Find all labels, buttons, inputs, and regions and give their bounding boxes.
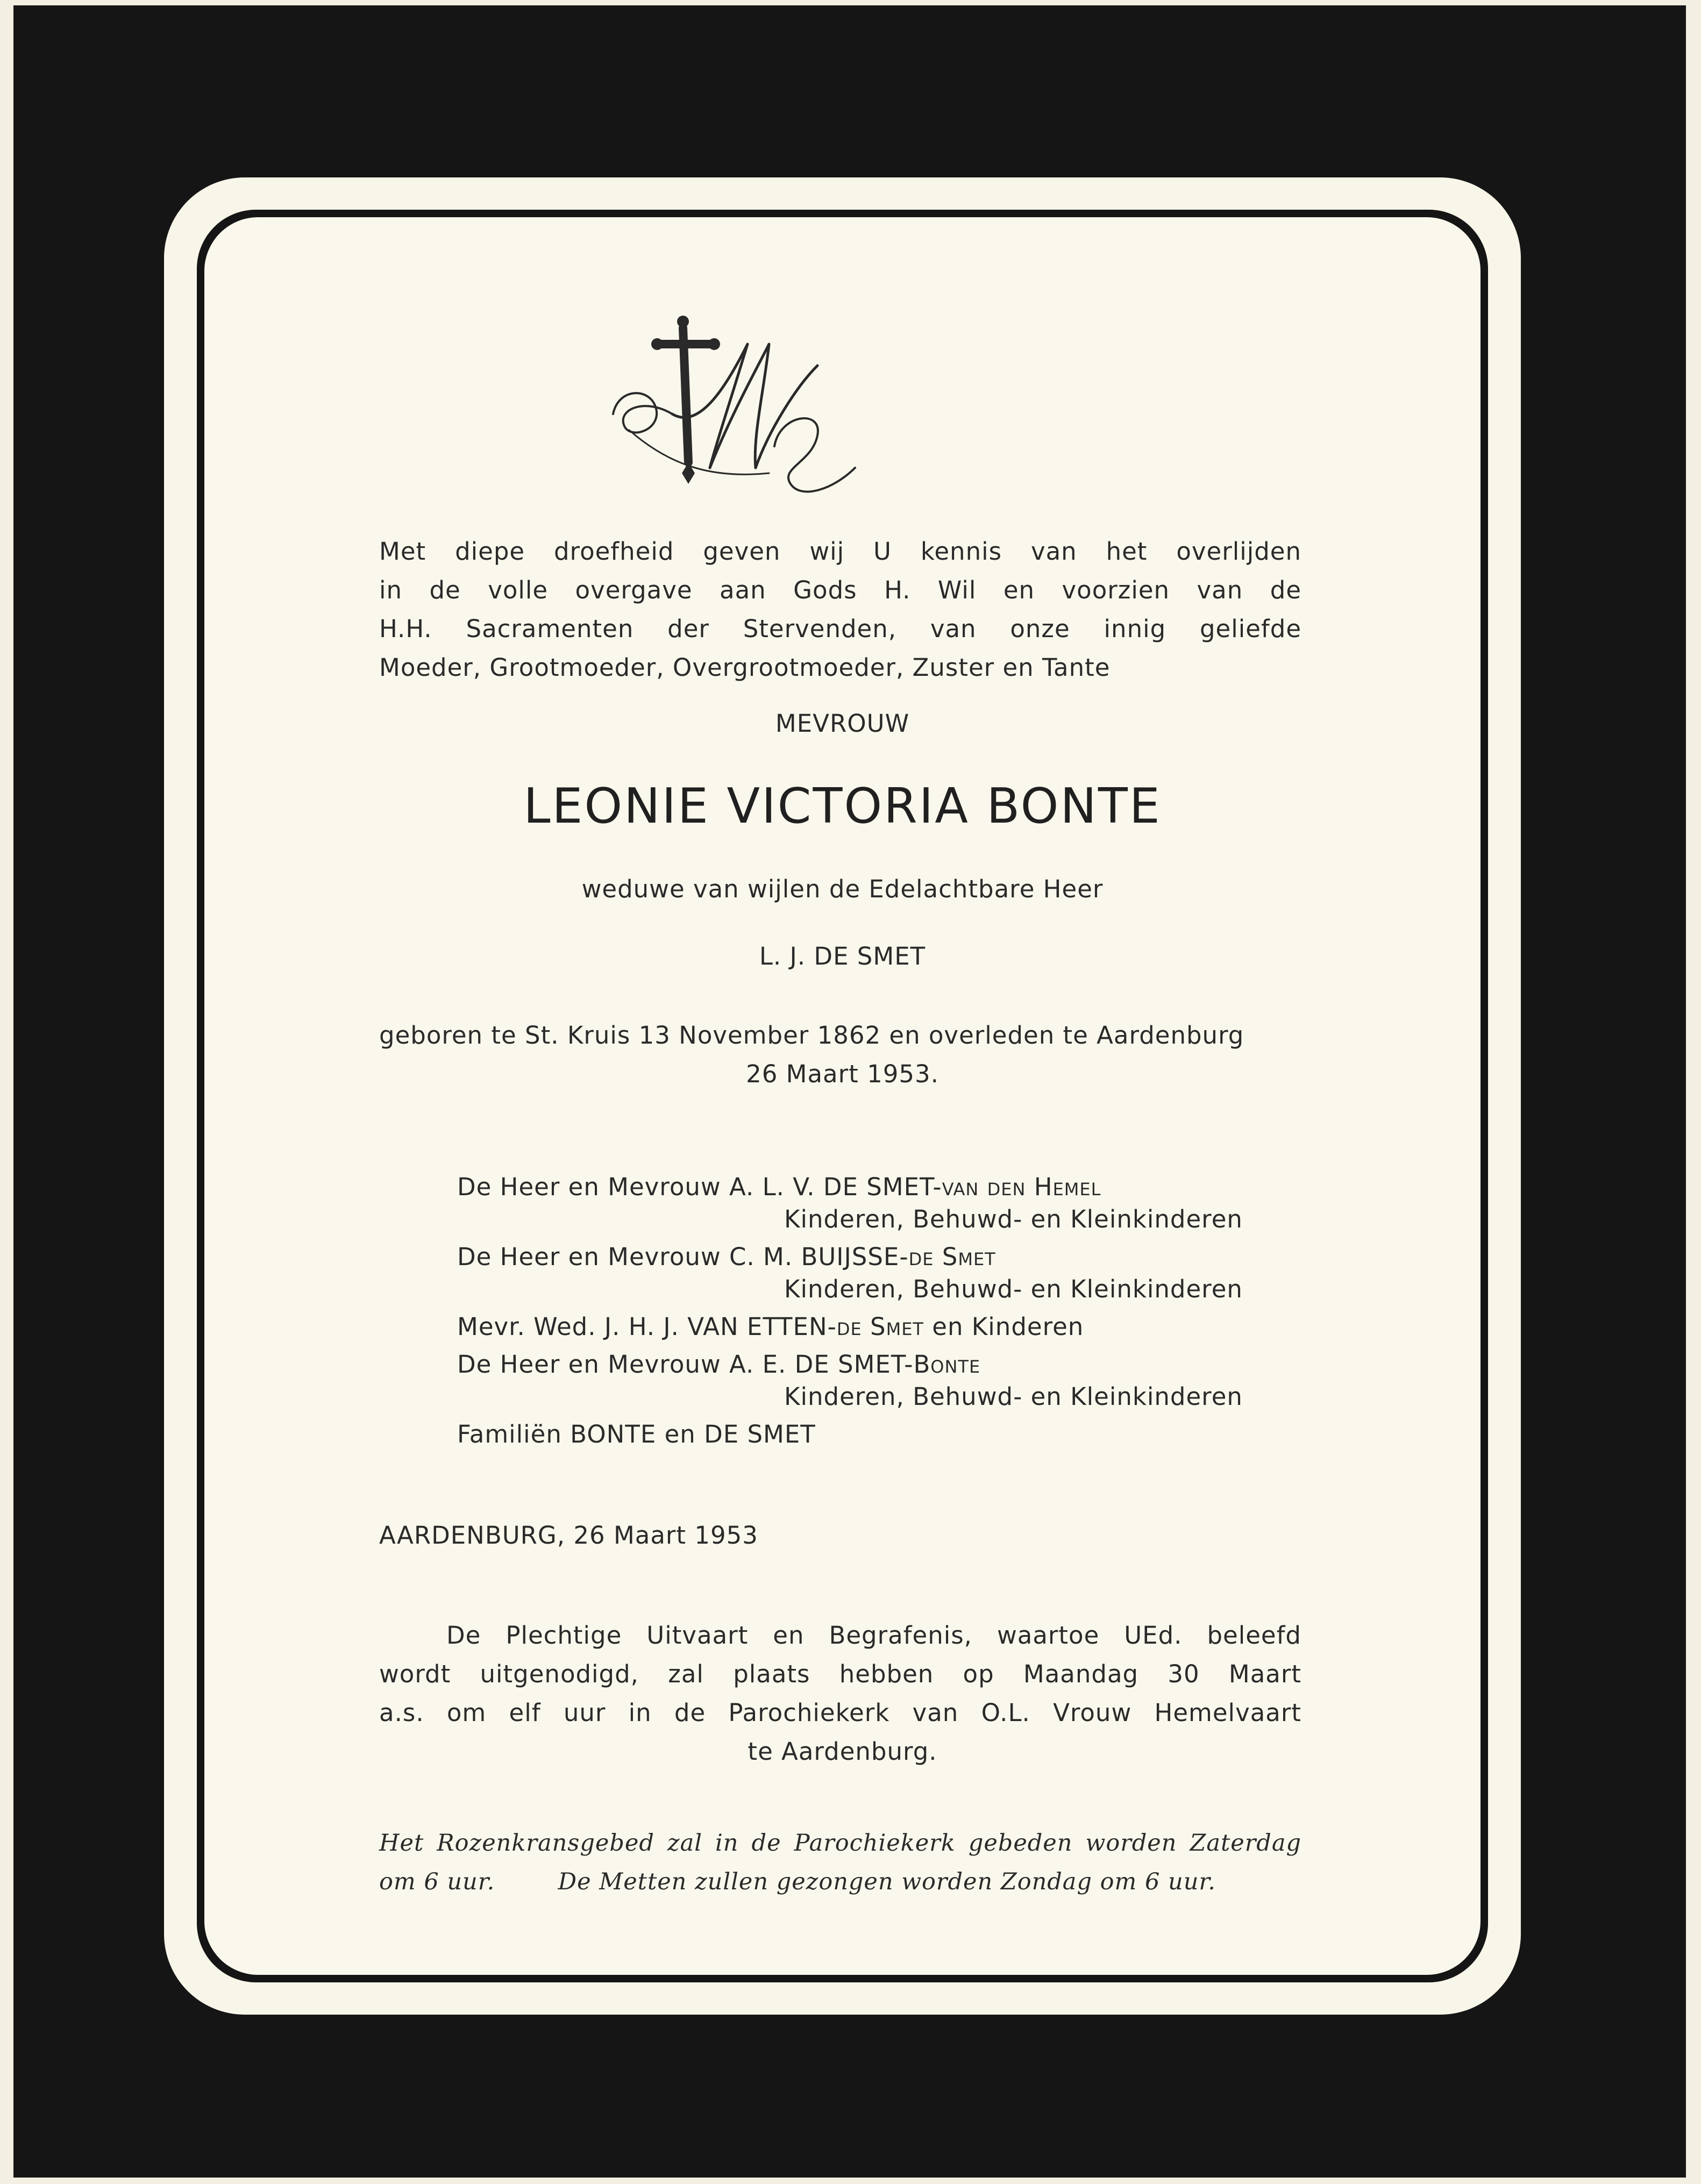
intro-line-1: Met diepe droefheid geven wij U kennis van het overlijden bbox=[379, 537, 1301, 566]
family-entry-2-descendants: Kinderen, Behuwd- en Kleinkinderen bbox=[784, 1275, 1243, 1303]
family-entry-1-tail: van den Hemel bbox=[942, 1173, 1101, 1201]
intro-line-3: H.H. Sacramenten der Stervenden, van onze innig geliefde bbox=[379, 615, 1301, 643]
rosary-line-1: Het Rozenkransgebed zal in de Parochiekerk gebeden worden Zaterdag bbox=[379, 1830, 1301, 1857]
family-entry-3-lead: Mevr. Wed. J. H. J. VAN ETTEN- bbox=[457, 1312, 837, 1341]
title-mevrouw: MEVROUW bbox=[775, 709, 910, 738]
family-entry-4-lead: De Heer en Mevrouw A. E. DE SMET- bbox=[457, 1350, 914, 1379]
family-entry-4-tail: Bonte bbox=[913, 1350, 981, 1379]
rosary-line-2: om 6 uur. De Metten zullen gezongen worden Zondag om 6 uur. bbox=[379, 1868, 1216, 1895]
funeral-line-1: De Plechtige Uitvaart en Begrafenis, waartoe UEd. beleefd bbox=[446, 1621, 1301, 1650]
family-entry-1-descendants: Kinderen, Behuwd- en Kleinkinderen bbox=[784, 1205, 1243, 1233]
family-entry-1-lead: De Heer en Mevrouw A. L. V. DE SMET- bbox=[457, 1173, 942, 1201]
birth-death-line-2: 26 Maart 1953. bbox=[746, 1060, 939, 1088]
birth-death-line-1: geboren te St. Kruis 13 November 1862 en overleden te Aardenburg bbox=[379, 1021, 1244, 1050]
family-entry-3 bbox=[457, 1308, 1084, 1346]
intro-line-4: Moeder, Grootmoeder, Overgrootmoeder, Zuster en Tante bbox=[379, 653, 1111, 682]
widow-line: weduwe van wijlen de Edelachtbare Heer bbox=[581, 875, 1104, 903]
family-entry-4-descendants: Kinderen, Behuwd- en Kleinkinderen bbox=[784, 1382, 1243, 1411]
family-entry-3-tail: de Smet bbox=[836, 1312, 924, 1341]
family-entry-3-after: en Kinderen bbox=[923, 1312, 1084, 1341]
intro-line-2: in de volle overgave aan Gods H. Wil en voorzien van de bbox=[379, 576, 1301, 604]
funeral-line-4: te Aardenburg. bbox=[748, 1737, 937, 1766]
husband-name: L. J. DE SMET bbox=[759, 942, 926, 970]
family-entry-5: Familiën BONTE en DE SMET bbox=[457, 1420, 816, 1448]
family-entry-2-lead: De Heer en Mevrouw C. M. BUIJSSE- bbox=[457, 1243, 909, 1271]
deceased-name: LEONIE VICTORIA BONTE bbox=[523, 778, 1162, 834]
funeral-line-2: wordt uitgenodigd, zal plaats hebben op Maandag 30 Maart bbox=[379, 1660, 1301, 1688]
funeral-line-3: a.s. om elf uur in de Parochiekerk van O.L. Vrouw Hemelvaart bbox=[379, 1698, 1301, 1727]
family-entry-2-tail: de Smet bbox=[908, 1243, 996, 1271]
cross-monogram-icon bbox=[608, 306, 877, 500]
place-date: AARDENBURG, 26 Maart 1953 bbox=[379, 1521, 758, 1550]
